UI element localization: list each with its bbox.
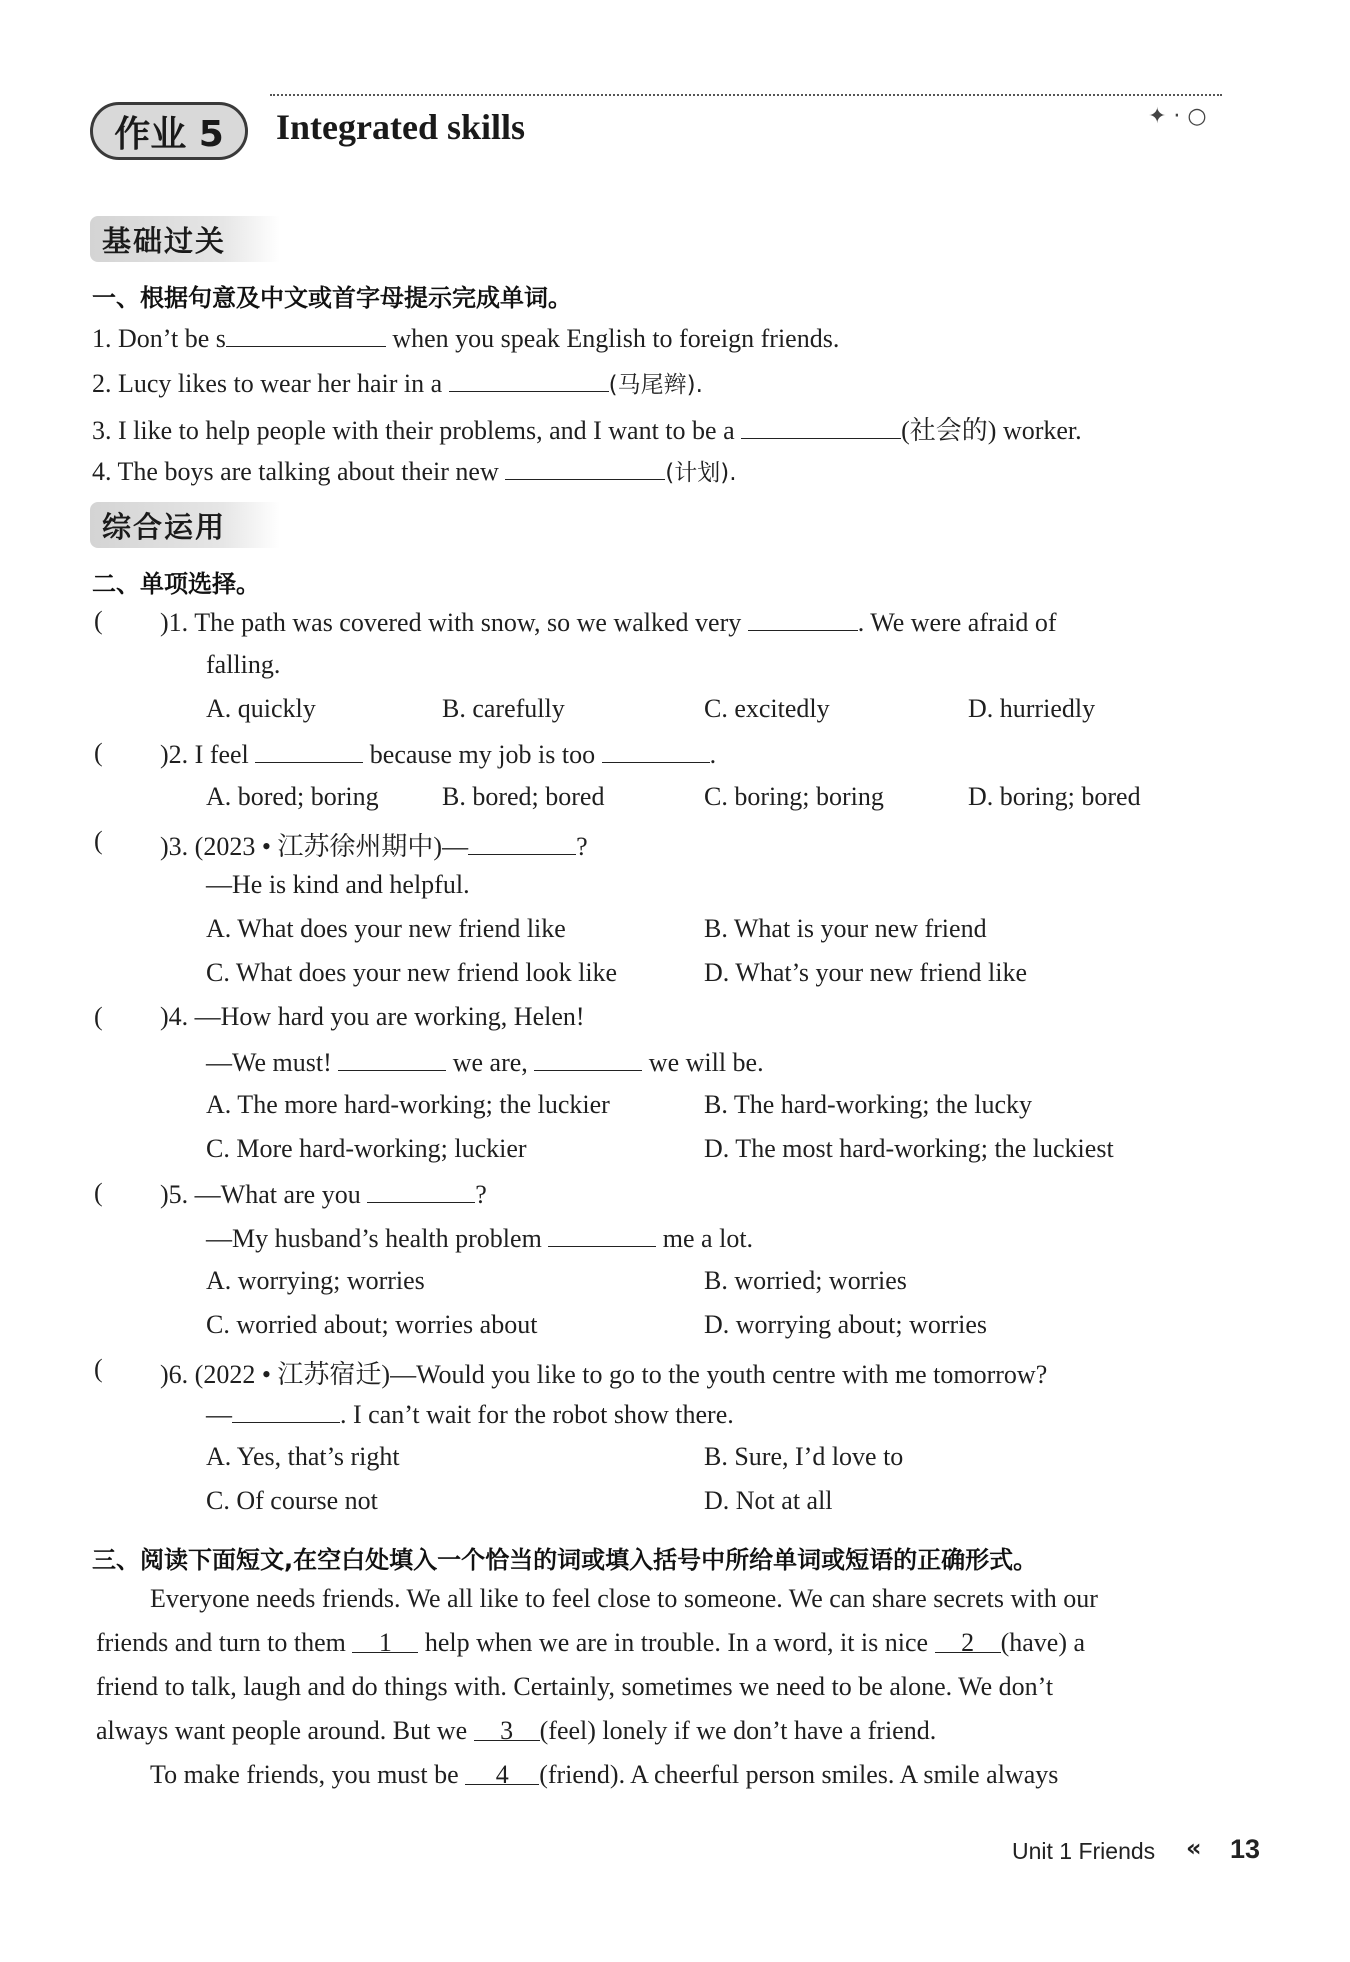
answer-blank[interactable] <box>338 1046 446 1071</box>
option-6d[interactable]: D. Not at all <box>704 1486 833 1515</box>
answer-blank[interactable] <box>534 1046 642 1071</box>
answer-blank[interactable] <box>548 1222 656 1247</box>
option-5c[interactable]: C. worried about; worries about <box>206 1310 538 1339</box>
passage-blank-2[interactable]: 2 <box>935 1628 1001 1653</box>
option-1b[interactable]: B. carefully <box>442 694 565 723</box>
answer-blank[interactable] <box>232 1398 340 1423</box>
option-2a[interactable]: A. bored; boring <box>206 782 379 811</box>
answer-paren[interactable]: ( <box>94 606 103 635</box>
question-6: )6. (2022 • 江苏宿迁)—Would you like to go to the youth centre with me tomorrow? <box>160 1360 1048 1389</box>
option-1d[interactable]: D. hurriedly <box>968 694 1096 723</box>
page-title: Integrated skills <box>276 107 526 147</box>
option-2b[interactable]: B. bored; bored <box>442 782 605 811</box>
passage-line-2: friends and turn to them 1 help when we are in trouble. In a word, it is nice 2 (have) a <box>96 1628 1086 1657</box>
question-1-cont: falling. <box>206 650 281 679</box>
option-1a[interactable]: A. quickly <box>206 694 316 723</box>
section-banner-applied <box>90 502 280 548</box>
answer-paren[interactable]: ( <box>94 1178 103 1207</box>
option-3c[interactable]: C. What does your new friend look like <box>206 958 618 987</box>
answer-blank[interactable] <box>741 414 901 439</box>
sparkle-icon: ✦ · ○ <box>1148 104 1207 129</box>
passage-blank-3[interactable]: 3 <box>474 1716 540 1741</box>
section1-heading: 一、根据句意及中文或首字母提示完成单词。 <box>92 284 572 312</box>
answer-paren[interactable]: ( <box>94 826 103 855</box>
option-2c[interactable]: C. boring; boring <box>704 782 884 811</box>
answer-paren[interactable]: ( <box>94 1002 103 1031</box>
section3-heading: 三、阅读下面短文,在空白处填入一个恰当的词或填入括号中所给单词或短语的正确形式。 <box>92 1546 1038 1574</box>
answer-blank[interactable] <box>449 367 609 392</box>
header-dotted-rule <box>270 94 1222 96</box>
answer-blank[interactable] <box>505 455 665 480</box>
option-3d[interactable]: D. What’s your new friend like <box>704 958 1027 987</box>
question-5: )5. —What are you ? <box>160 1180 487 1209</box>
section-banner-basic <box>90 216 280 262</box>
option-5b[interactable]: B. worried; worries <box>704 1266 907 1295</box>
answer-paren[interactable]: ( <box>94 738 103 767</box>
answer-blank[interactable] <box>367 1178 475 1203</box>
option-5d[interactable]: D. worrying about; worries <box>704 1310 988 1339</box>
fill-item-2: 2. Lucy likes to wear her hair in a (马尾辫). <box>92 369 703 398</box>
fill-item-4: 4. The boys are talking about their new (计划). <box>92 457 737 486</box>
assignment-tab <box>90 102 248 160</box>
passage-blank-4[interactable]: 4 <box>465 1760 539 1785</box>
question-3-reply: —He is kind and helpful. <box>206 870 470 899</box>
passage-line-5: To make friends, you must be 4 (friend). A cheerful person smiles. A smile always <box>150 1760 1059 1789</box>
question-5-reply: —My husband’s health problem me a lot. <box>206 1224 754 1253</box>
question-4: )4. —How hard you are working, Helen! <box>160 1002 585 1031</box>
answer-blank[interactable] <box>468 830 576 855</box>
question-1: )1. The path was covered with snow, so we walked very . We were afraid of <box>160 608 1057 637</box>
option-6b[interactable]: B. Sure, I’d love to <box>704 1442 904 1471</box>
option-4b[interactable]: B. The hard-working; the lucky <box>704 1090 1033 1119</box>
answer-blank[interactable] <box>748 606 858 631</box>
answer-blank[interactable] <box>226 322 386 347</box>
option-4a[interactable]: A. The more hard-working; the luckier <box>206 1090 610 1119</box>
option-6c[interactable]: C. Of course not <box>206 1486 378 1515</box>
option-3b[interactable]: B. What is your new friend <box>704 914 987 943</box>
answer-blank[interactable] <box>602 738 710 763</box>
option-3a[interactable]: A. What does your new friend like <box>206 914 566 943</box>
question-2: )2. I feel because my job is too . <box>160 740 717 769</box>
option-1c[interactable]: C. excitedly <box>704 694 830 723</box>
passage-line-1: Everyone needs friends. We all like to feel close to someone. We can share secrets with our <box>150 1584 1098 1613</box>
section-banner-applied-label: 综合运用 <box>102 510 227 544</box>
option-6a[interactable]: A. Yes, that’s right <box>206 1442 400 1471</box>
fill-item-3: 3. I like to help people with their problems, and I want to be a (社会的) worker. <box>92 416 1082 445</box>
section-banner-basic-label: 基础过关 <box>102 224 227 258</box>
double-chevron-icon: « <box>1186 1834 1202 1862</box>
passage-blank-1[interactable]: 1 <box>352 1628 418 1653</box>
footer-unit-label: Unit 1 Friends <box>1012 1838 1156 1864</box>
answer-paren[interactable]: ( <box>94 1354 103 1383</box>
answer-blank[interactable] <box>255 738 363 763</box>
option-5a[interactable]: A. worrying; worries <box>206 1266 425 1295</box>
question-4-reply: —We must! we are, we will be. <box>206 1048 764 1077</box>
question-6-reply: — . I can’t wait for the robot show there. <box>206 1400 734 1429</box>
question-3: )3. (2023 • 江苏徐州期中)— ? <box>160 832 588 861</box>
assignment-tab-label: 作业 5 <box>114 113 224 155</box>
section2-heading: 二、单项选择。 <box>92 570 260 598</box>
passage-line-4: always want people around. But we 3 (feel) lonely if we don’t have a friend. <box>96 1716 937 1745</box>
option-2d[interactable]: D. boring; bored <box>968 782 1141 811</box>
option-4d[interactable]: D. The most hard-working; the luckiest <box>704 1134 1114 1163</box>
page-number: 13 <box>1230 1834 1261 1864</box>
fill-item-1: 1. Don’t be s when you speak English to foreign friends. <box>92 324 840 353</box>
passage-line-3: friend to talk, laugh and do things with. Certainly, sometimes we need to be alone. We don’t <box>96 1672 1054 1701</box>
option-4c[interactable]: C. More hard-working; luckier <box>206 1134 527 1163</box>
